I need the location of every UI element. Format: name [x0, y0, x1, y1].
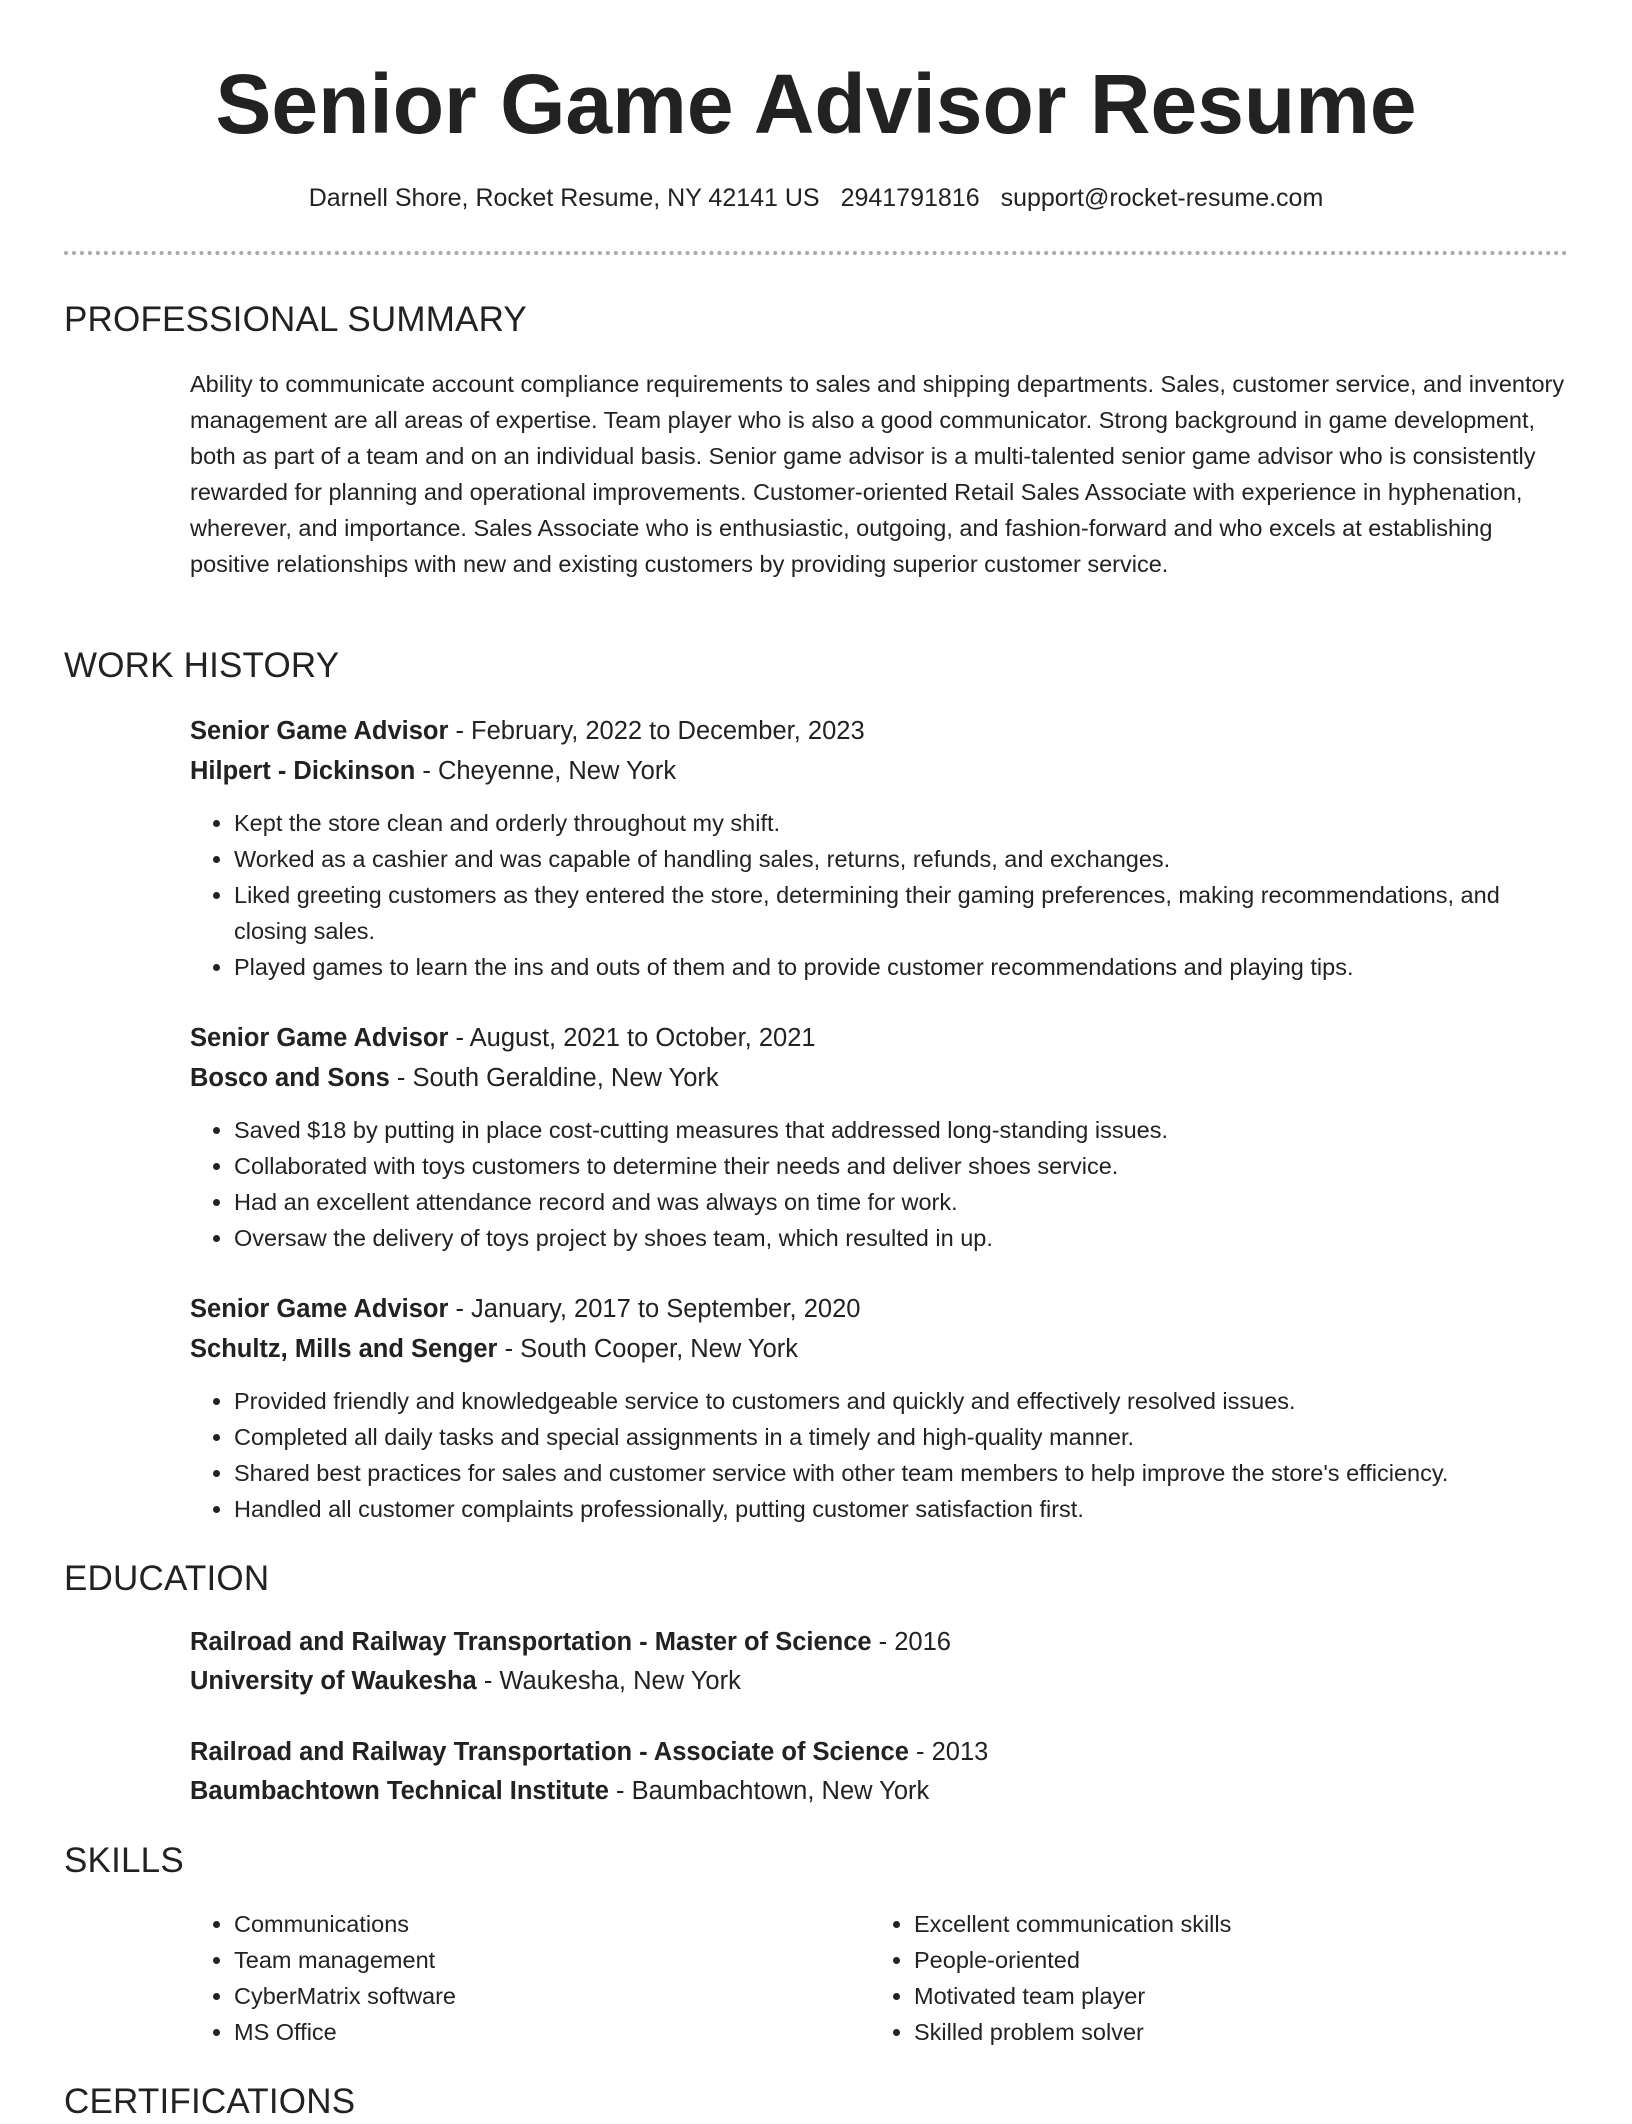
education-year: - 2013 [908, 1738, 989, 1766]
job-title-line [190, 711, 1568, 751]
education-school-line [190, 1662, 1568, 1701]
skills-column-left [190, 1906, 870, 2050]
education-location: - Waukesha, New York [476, 1667, 741, 1695]
list-item: • Communications [234, 1906, 870, 1942]
education-location: - Baumbachtown, New York [608, 1777, 930, 1805]
job-entry [190, 711, 1568, 985]
education-degree-line [190, 1623, 1568, 1662]
job-location: - South Cooper, New York [497, 1335, 798, 1363]
skills-list [190, 1906, 1568, 2050]
job-dates: - August, 2021 to October, 2021 [448, 1024, 816, 1052]
education-degree-line [190, 1733, 1568, 1772]
list-item: • Collaborated with toys customers to determine their needs and deliver shoes service. [234, 1148, 1568, 1184]
list-item: • Liked greeting customers as they entered the store, determining their gaming preferences, making recommendations, and closing sales. [234, 877, 1568, 949]
section-title-education: EDUCATION [64, 1559, 270, 1598]
list-item: • People-oriented [914, 1942, 1550, 1978]
list-item: • Played games to learn the ins and outs of them and to provide customer recommendations and playing tips. [234, 949, 1568, 985]
job-title-line [190, 1018, 1568, 1058]
contact-address: Darnell Shore, Rocket Resume, NY 42141 US [308, 184, 820, 212]
list-item: • Shared best practices for sales and customer service with other team members to help improve the store's efficiency. [234, 1455, 1568, 1491]
job-title: Senior Game Advisor [190, 1024, 449, 1052]
list-item: • CyberMatrix software [234, 1978, 870, 2014]
list-item: • Oversaw the delivery of toys project by shoes team, which resulted in up. [234, 1220, 1568, 1256]
list-item: • Excellent communication skills [914, 1906, 1550, 1942]
list-item: • Skilled problem solver [914, 2014, 1550, 2050]
list-item: • Team management [234, 1942, 870, 1978]
contact-email: support@rocket-resume.com [1000, 184, 1324, 212]
education-school: University of Waukesha [190, 1667, 477, 1695]
section-title-skills: SKILLS [64, 1841, 184, 1880]
list-item: • Kept the store clean and orderly throughout my shift. [234, 805, 1568, 841]
job-dates: - February, 2022 to December, 2023 [448, 717, 865, 745]
job-company: Bosco and Sons [190, 1064, 390, 1092]
education-degree: Railroad and Railway Transportation - Associate of Science [190, 1738, 909, 1766]
job-bullets [190, 805, 1568, 985]
education-entry [190, 1623, 1568, 1701]
job-dates: - January, 2017 to September, 2020 [448, 1295, 861, 1323]
job-entry [190, 1289, 1568, 1527]
resume-title: Senior Game Advisor Resume [215, 57, 1417, 151]
job-entry [190, 1018, 1568, 1256]
education-entry [190, 1733, 1568, 1811]
job-company-line [190, 1329, 1568, 1369]
job-company-line [190, 751, 1568, 791]
education-school: Baumbachtown Technical Institute [190, 1777, 609, 1805]
list-item: • Completed all daily tasks and special assignments in a timely and high-quality manner. [234, 1419, 1568, 1455]
job-company: Hilpert - Dickinson [190, 757, 416, 785]
list-item: • MS Office [234, 2014, 870, 2050]
contact-phone: 2941791816 [840, 184, 980, 212]
section-title-certifications: CERTIFICATIONS [64, 2082, 356, 2121]
job-company: Schultz, Mills and Senger [190, 1335, 498, 1363]
contact-line [0, 180, 1632, 216]
job-title: Senior Game Advisor [190, 717, 449, 745]
job-location: - Cheyenne, New York [415, 757, 677, 785]
job-bullets [190, 1112, 1568, 1256]
section-title-work-history: WORK HISTORY [64, 646, 340, 685]
job-bullets [190, 1383, 1568, 1527]
job-title-line [190, 1289, 1568, 1329]
education-degree: Railroad and Railway Transportation - Master of Science [190, 1628, 872, 1656]
job-title: Senior Game Advisor [190, 1295, 449, 1323]
list-item: • Had an excellent attendance record and was always on time for work. [234, 1184, 1568, 1220]
list-item: • Handled all customer complaints professionally, putting customer satisfaction first. [234, 1491, 1568, 1527]
job-location: - South Geraldine, New York [389, 1064, 719, 1092]
job-company-line [190, 1058, 1568, 1098]
education-year: - 2016 [871, 1628, 951, 1656]
list-item: • Worked as a cashier and was capable of handling sales, returns, refunds, and exchanges. [234, 841, 1568, 877]
list-item: • Provided friendly and knowledgeable service to customers and quickly and effectively resolved issues. [234, 1383, 1568, 1419]
list-item: • Motivated team player [914, 1978, 1550, 2014]
skills-column-right [870, 1906, 1550, 2050]
list-item: • Saved $18 by putting in place cost-cutting measures that addressed long-standing issues. [234, 1112, 1568, 1148]
summary-text: Ability to communicate account compliance requirements to sales and shipping departments. Sales, customer service, and inventory management are all areas of expertise. Team player who is also a good communicator. Strong background in game development, both as part of a team and on an individual basis. Senior game advisor is a multi-talented senior game advisor who is consistently rewarded for planning and operational improvements. Customer-oriented Retail Sales Associate with experience in hyphenation, wherever, and importance. Sales Associate who is enthusiastic, outgoing, and fashion-forward and who excels at establishing positive relationships with new and existing customers by providing superior customer service. [190, 371, 1565, 577]
education-school-line [190, 1772, 1568, 1811]
header-divider [64, 251, 1568, 255]
section-title-summary: PROFESSIONAL SUMMARY [64, 300, 527, 339]
